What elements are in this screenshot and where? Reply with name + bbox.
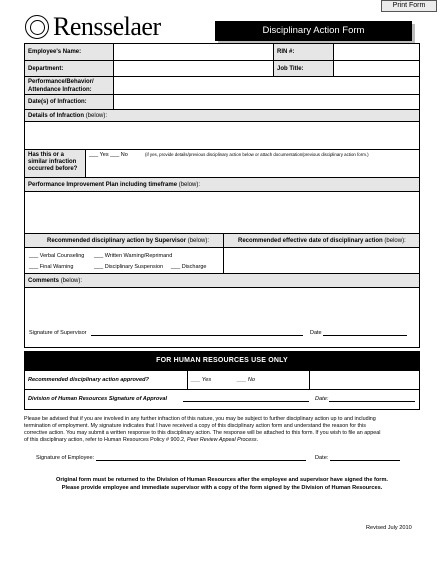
hr-use-only-header: FOR HUMAN RESOURCES USE ONLY xyxy=(24,351,420,371)
employee-signature-label: Signature of Employee: xyxy=(36,455,95,461)
advisory-line-3: corrective action. You may submit a written response to this disciplinary action. The response will be attached to this form. If you wish to file an appeal xyxy=(24,430,381,436)
department-label: Department: xyxy=(28,66,64,72)
hr-yes-option[interactable]: ___ Yes xyxy=(191,377,212,383)
similar-yes-no[interactable]: ___ Yes ___ No xyxy=(89,152,128,158)
advisory-line-1: Please be advised that if you are involved in any further infraction of this nature, you may be subject to further disciplinary action up to and including xyxy=(24,416,376,422)
university-seal-logo xyxy=(25,15,49,39)
return-instructions-line-2: Please provide employee and immediate supervisor with a copy of the form signed by the Division of Human Resources. xyxy=(61,485,383,491)
row-department xyxy=(25,60,419,76)
dates-label: Date(s) of Infraction: xyxy=(28,99,87,105)
supervisor-date-label: Date xyxy=(310,330,322,336)
row-pip-header xyxy=(25,177,419,191)
print-form-button[interactable]: Print Form xyxy=(381,0,437,12)
rec-date-label: Recommended effective date of disciplinary action (below): xyxy=(238,238,406,244)
hr-approved-row xyxy=(25,371,419,390)
option-written-warning[interactable]: ___ Written Warning/Reprimand xyxy=(94,253,173,259)
hr-date-line[interactable] xyxy=(329,396,415,402)
row-similar-infraction xyxy=(25,149,419,177)
department-field[interactable] xyxy=(114,61,272,76)
hr-date-label: Date: xyxy=(315,396,329,402)
row-performance xyxy=(25,76,419,94)
details-field[interactable] xyxy=(25,121,419,149)
hr-no-option[interactable]: ___ No xyxy=(237,377,256,383)
employee-date-label: Date: xyxy=(315,455,329,461)
row-recommended-header xyxy=(25,233,419,247)
return-instructions-line-1: Original form must be returned to the Division of Human Resources after the employee and supervisor have signed the form. xyxy=(56,477,388,483)
row-recommended-options xyxy=(25,247,419,273)
job-title-field[interactable] xyxy=(334,61,420,76)
hr-approval-sig-line[interactable] xyxy=(183,396,309,402)
rin-label: RIN #: xyxy=(277,49,295,55)
employee-info-grid xyxy=(24,43,420,348)
comments-label: Comments (below): xyxy=(28,278,83,284)
rec-action-label: Recommended disciplinary action by Supervisor (below): xyxy=(47,238,210,244)
similar-label-3: occurred before? xyxy=(28,166,78,172)
hr-approved-question: Recommended disciplinary action approved? xyxy=(28,377,149,383)
option-final-warning[interactable]: ___ Final Warning xyxy=(29,264,74,270)
option-verbal-counseling[interactable]: ___ Verbal Counseling xyxy=(29,253,85,259)
similar-label-2: similar infraction xyxy=(28,159,77,165)
employee-name-field[interactable] xyxy=(114,44,272,60)
advisory-line-4: of this disciplinary action, refer to Human Resources Policy # 900.2, Peer Review Appeal Process. xyxy=(24,437,259,443)
hr-approval-sig-label: Division of Human Resources Signature of Approval xyxy=(28,396,168,402)
employee-signature-line[interactable] xyxy=(96,455,306,461)
performance-label-1: Performance/Behavior/ xyxy=(28,79,94,85)
form-title: Disciplinary Action Form xyxy=(215,21,412,41)
row-comments-header xyxy=(25,273,419,287)
supervisor-signature-label: Signature of Supervisor xyxy=(29,330,87,336)
row-comments-area xyxy=(25,287,419,349)
rin-field[interactable] xyxy=(334,44,420,60)
similar-note: (if yes, provide details/previous disciplinary action below or attach documentation/previous disciplinary action form.) xyxy=(145,152,369,157)
revision-date: Revised July 2010 xyxy=(366,525,412,531)
option-disciplinary-suspension[interactable]: ___ Disciplinary Suspension xyxy=(94,264,164,270)
rec-date-field[interactable] xyxy=(224,248,420,273)
row-details-header xyxy=(25,109,419,121)
advisory-text xyxy=(24,416,420,444)
dates-field[interactable] xyxy=(114,95,420,109)
employee-date-line[interactable] xyxy=(330,455,400,461)
pip-field[interactable] xyxy=(25,191,419,233)
job-title-label: Job Title: xyxy=(277,66,304,72)
hr-approval-row xyxy=(25,390,419,409)
pip-label: Performance Improvement Plan including timeframe (below): xyxy=(28,182,201,188)
supervisor-date-line[interactable] xyxy=(323,330,407,336)
return-instructions xyxy=(24,476,420,492)
employee-name-label: Employee's Name: xyxy=(28,49,82,55)
advisory-line-2: termination of employment. My signature indicates that I have received a copy of this disciplinary action form and understand the reason for this xyxy=(24,423,366,429)
hr-use-only-section xyxy=(24,371,420,410)
performance-label-2: Attendance Infraction: xyxy=(28,87,92,93)
performance-field[interactable] xyxy=(114,77,420,94)
row-employee-name xyxy=(25,44,419,60)
comments-field[interactable] xyxy=(25,288,419,322)
similar-label-1: Has this or a xyxy=(28,152,65,158)
supervisor-signature-line[interactable] xyxy=(91,330,303,336)
brand-name: Rensselaer xyxy=(53,12,161,41)
details-label: Details of Infraction (below): xyxy=(28,113,108,119)
option-discharge[interactable]: ___ Discharge xyxy=(171,264,207,270)
row-dates xyxy=(25,94,419,109)
